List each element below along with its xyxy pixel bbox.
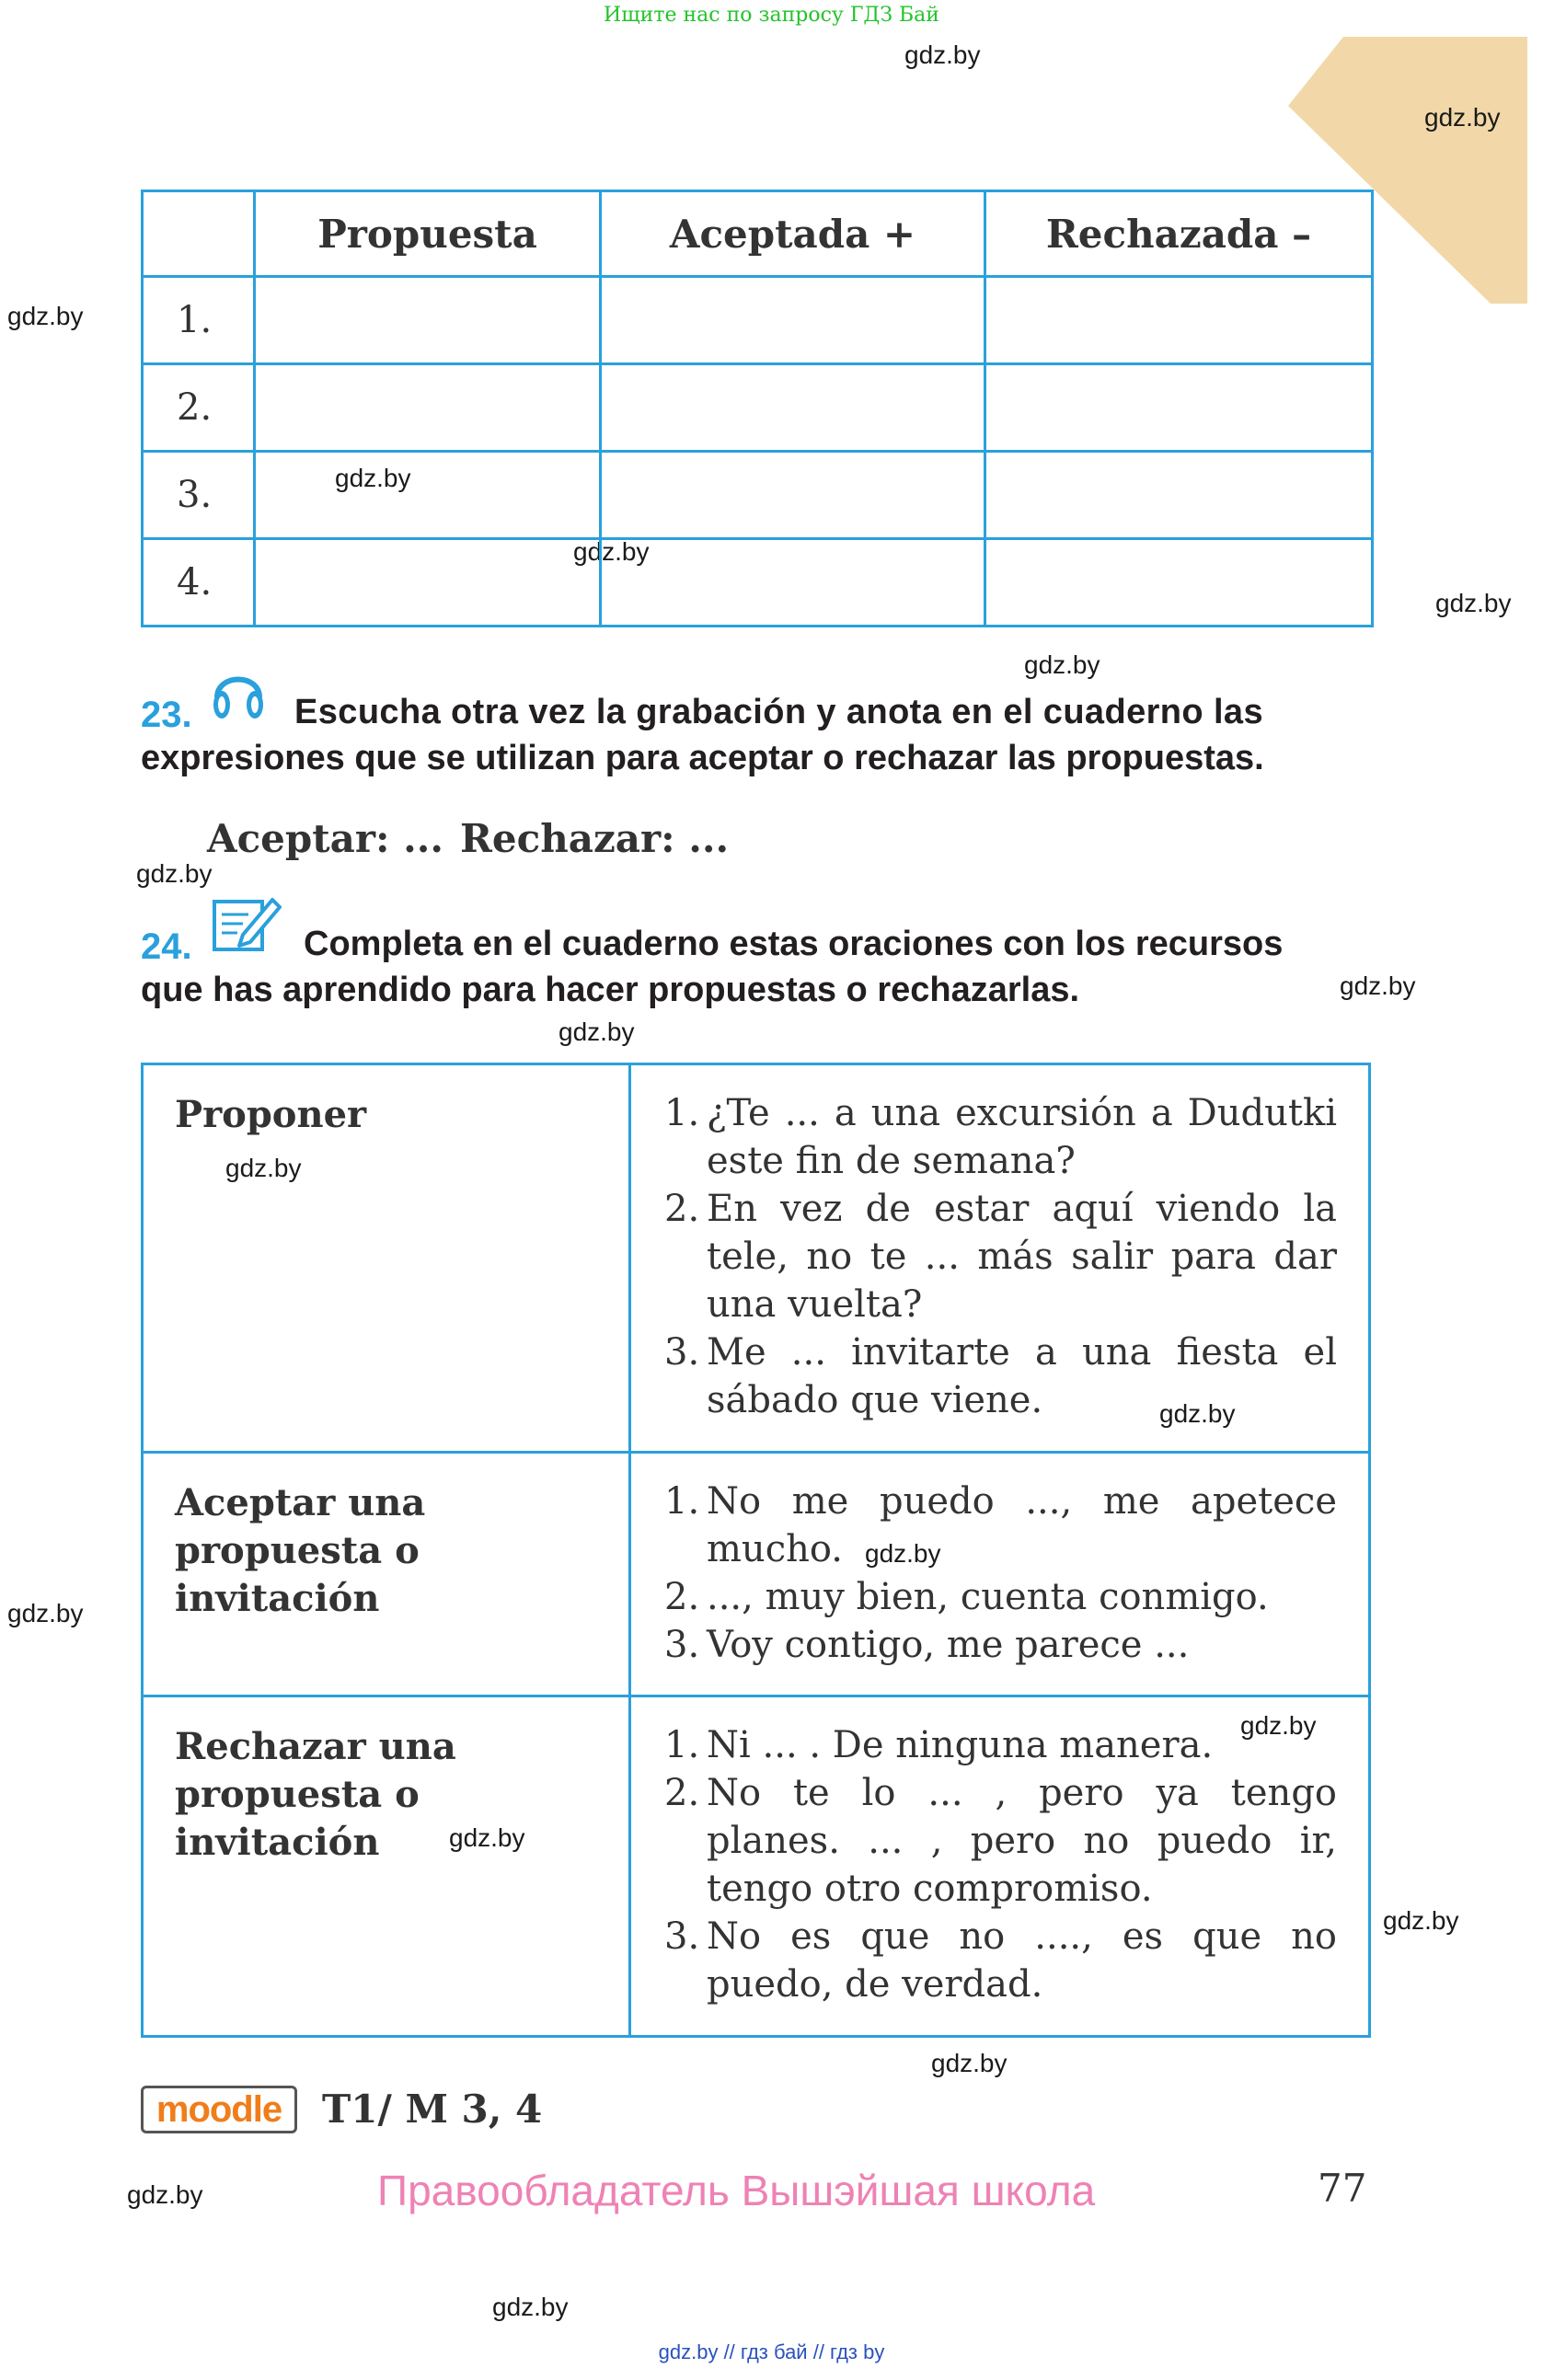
list-item [664, 1477, 1337, 1573]
list-item [664, 1328, 1337, 1424]
sentences-cell [630, 1453, 1370, 1696]
watermark: gdz.by [904, 40, 981, 69]
sentences-cell [630, 1064, 1370, 1453]
header-cell-empty [143, 191, 255, 277]
list-item [664, 1089, 1337, 1185]
header-rechazada: Rechazada – [985, 191, 1373, 277]
proposals-table [141, 190, 1374, 627]
watermark: gdz.by [931, 2049, 1008, 2077]
category-label: Aceptar una propuesta o invitación [175, 1481, 426, 1620]
table-row [143, 277, 1373, 364]
table-row [143, 1453, 1370, 1696]
sentences-cell [630, 1696, 1370, 2037]
copyright-holder: Правообладатель Вышэйшая школа [377, 2167, 1096, 2214]
list-item [664, 1913, 1337, 2008]
exercise-23-instruction-line1: Escucha otra vez la grabación y anota en el cuaderno las [294, 693, 1264, 731]
item-number: 1. [664, 1480, 700, 1523]
row-number: 1. [143, 277, 255, 364]
item-text: No es que no ...., es que no puedo, de verdad. [707, 1915, 1337, 2006]
row-number: 4. [143, 539, 255, 627]
item-number: 1. [664, 1092, 700, 1134]
item-number: 1. [664, 1724, 700, 1766]
table-row [143, 364, 1373, 452]
item-text: No te lo ... , pero ya tengo planes. ... , pero no puedo ir, tengo otro compromiso. [707, 1772, 1337, 1910]
item-text: ¿Te ... a una excursión a Dudutki este fin de semana? [707, 1092, 1337, 1182]
watermark: gdz.by [449, 1823, 525, 1852]
footer-links[interactable]: gdz.by // гдз бай // гдз by [658, 2340, 885, 2363]
item-text: ..., muy bien, cuenta conmigo. [707, 1576, 1269, 1618]
watermark: gdz.by [1424, 103, 1501, 132]
item-number: 2. [664, 1188, 700, 1230]
category-cell [143, 1453, 630, 1696]
item-number: 2. [664, 1576, 700, 1618]
exercise-23-instruction-line2: expresiones que se utilizan para aceptar o rechazar las propuestas. [141, 739, 1264, 777]
category-label: Proponer [175, 1093, 367, 1136]
watermark: gdz.by [865, 1539, 941, 1568]
expressions-table [141, 1063, 1371, 2038]
moodle-logo-text: moodle [155, 2088, 282, 2130]
table-row [143, 1064, 1370, 1453]
category-cell [143, 1064, 630, 1453]
watermark: gdz.by [573, 537, 650, 566]
moodle-reference: T1/ M 3, 4 [322, 2087, 543, 2132]
watermark: gdz.by [1240, 1711, 1317, 1740]
item-text: Voy contigo, me parece ... [707, 1624, 1190, 1666]
watermark: gdz.by [1159, 1399, 1236, 1428]
watermark: gdz.by [136, 859, 213, 888]
aceptar-label: Aceptar: ... [207, 816, 443, 861]
watermark: gdz.by [7, 1599, 84, 1627]
table-row [143, 1696, 1370, 2037]
exercise-24-instruction-line2: que has aprendido para hacer propuestas o rechazarlas. [141, 971, 1080, 1009]
list-item [664, 1621, 1337, 1669]
table-header-row [143, 191, 1373, 277]
item-text: No me puedo ..., me apetece mucho. [707, 1480, 1337, 1570]
exercise-24-number: 24. [141, 926, 192, 967]
rechazar-label: Rechazar: ... [460, 816, 730, 861]
list-item [664, 1185, 1337, 1328]
page-number: 77 [1318, 2166, 1367, 2211]
header-propuesta: Propuesta [255, 191, 601, 277]
item-text: Ni ... . De ninguna manera. [707, 1724, 1214, 1766]
item-text: Me ... invitarte a una fiesta el sábado que viene. [707, 1331, 1337, 1421]
moodle-logo[interactable] [141, 2086, 297, 2133]
category-label: Rechazar una propuesta o invitación [175, 1725, 456, 1864]
top-banner[interactable]: Ищите нас по запросу ГДЗ Бай [604, 4, 939, 27]
headphones-icon [210, 661, 267, 721]
watermark: gdz.by [127, 2180, 203, 2209]
row-number: 3. [143, 452, 255, 539]
list-item [664, 1769, 1337, 1913]
header-aceptada: Aceptada + [601, 191, 985, 277]
item-number: 3. [664, 1331, 700, 1374]
watermark: gdz.by [1383, 1906, 1459, 1935]
exercise-23-number: 23. [141, 695, 192, 735]
item-number: 3. [664, 1915, 700, 1958]
watermark: gdz.by [1435, 589, 1512, 617]
table-row [143, 539, 1373, 627]
list-item [664, 1573, 1337, 1621]
watermark: gdz.by [1340, 972, 1416, 1000]
watermark: gdz.by [7, 302, 84, 330]
item-text: En vez de estar aquí viendo la tele, no te ... más salir para dar una vuelta? [707, 1188, 1337, 1326]
watermark: gdz.by [1024, 650, 1100, 679]
watermark: gdz.by [225, 1154, 302, 1182]
table-row [143, 452, 1373, 539]
row-number: 2. [143, 364, 255, 452]
list-item [664, 1721, 1337, 1769]
watermark: gdz.by [492, 2293, 569, 2321]
watermark: gdz.by [558, 1018, 635, 1046]
category-cell [143, 1696, 630, 2037]
watermark: gdz.by [335, 464, 411, 492]
item-number: 2. [664, 1772, 700, 1814]
notebook-pencil-icon [212, 894, 282, 953]
exercise-24-instruction-line1: Completa en el cuaderno estas oraciones con los recursos [304, 925, 1284, 963]
item-number: 3. [664, 1624, 700, 1666]
